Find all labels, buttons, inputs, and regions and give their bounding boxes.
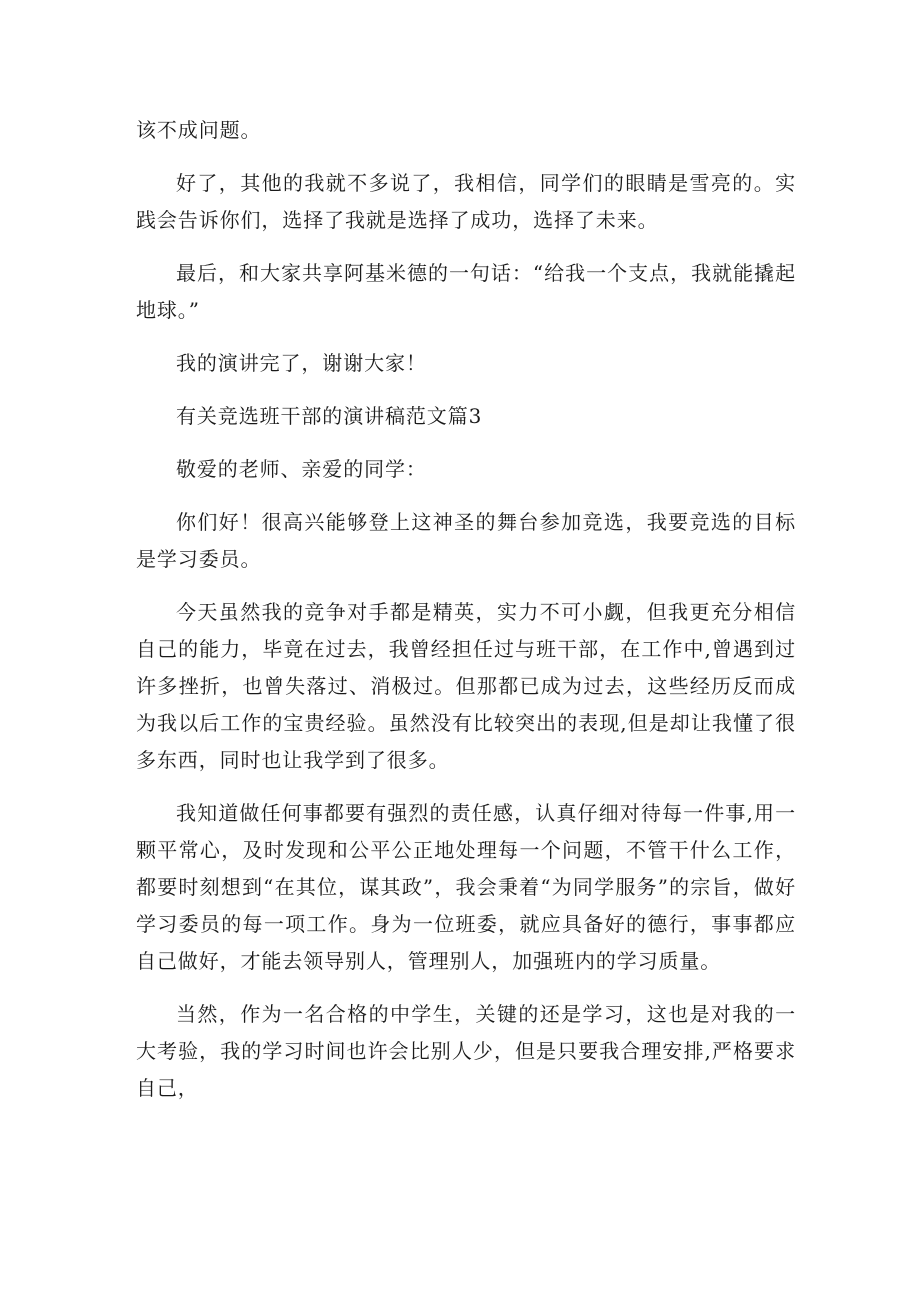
section-heading: 有关竞选班干部的演讲稿范文篇3 bbox=[176, 404, 483, 428]
paragraph-responsibility: 我知道做任何事都要有强烈的责任感，认真仔细对待每一件事,用一颗平常心，及时发现和公平公正地处理每一个问题，不管干什么工作，都要时刻想到“在其位，谋其政”，我会秉着“为同学服务”的宗旨，做好学习委员的每一项工作。身为一位班委，就应具备好的德行，事事都应自己做好，才能去领导别人，管理别人，加强班内的学习质量。 bbox=[136, 801, 796, 973]
paragraph-continuation: 该不成问题。 bbox=[136, 118, 262, 142]
document-body bbox=[136, 112, 796, 1107]
paragraph-closing-remark: 好了，其他的我就不多说了，我相信，同学们的眼睛是雪亮的。实践会告诉你们，选择了我就是选择了成功，选择了未来。 bbox=[136, 171, 796, 232]
paragraph-greeting: 你们好！很高兴能够登上这神圣的舞台参加竞选，我要竞选的目标是学习委员。 bbox=[136, 510, 796, 571]
paragraph-study: 当然，作为一名合格的中学生，关键的还是学习，这也是对我的一大考验，我的学习时间也许会比别人少，但是只要我合理安排,严格要求自己， bbox=[136, 1002, 796, 1100]
paragraph-salutation: 敬爱的老师、亲爱的同学： bbox=[176, 457, 427, 481]
paragraph-quote: 最后，和大家共享阿基米德的一句话：“给我一个支点，我就能撬起地球。” bbox=[136, 261, 796, 322]
paragraph-experience: 今天虽然我的竞争对手都是精英，实力不可小觑，但我更充分相信自己的能力，毕竟在过去，我曾经担任过与班干部，在工作中,曾遇到过许多挫折，也曾失落过、消极过。但那都已成为过去，这些经历反而成为我以后工作的宝贵经验。虽然没有比较突出的表现,但是却让我懂了很多东西，同时也让我学到了很多。 bbox=[136, 600, 796, 772]
paragraph-thanks: 我的演讲完了，谢谢大家！ bbox=[176, 351, 427, 375]
